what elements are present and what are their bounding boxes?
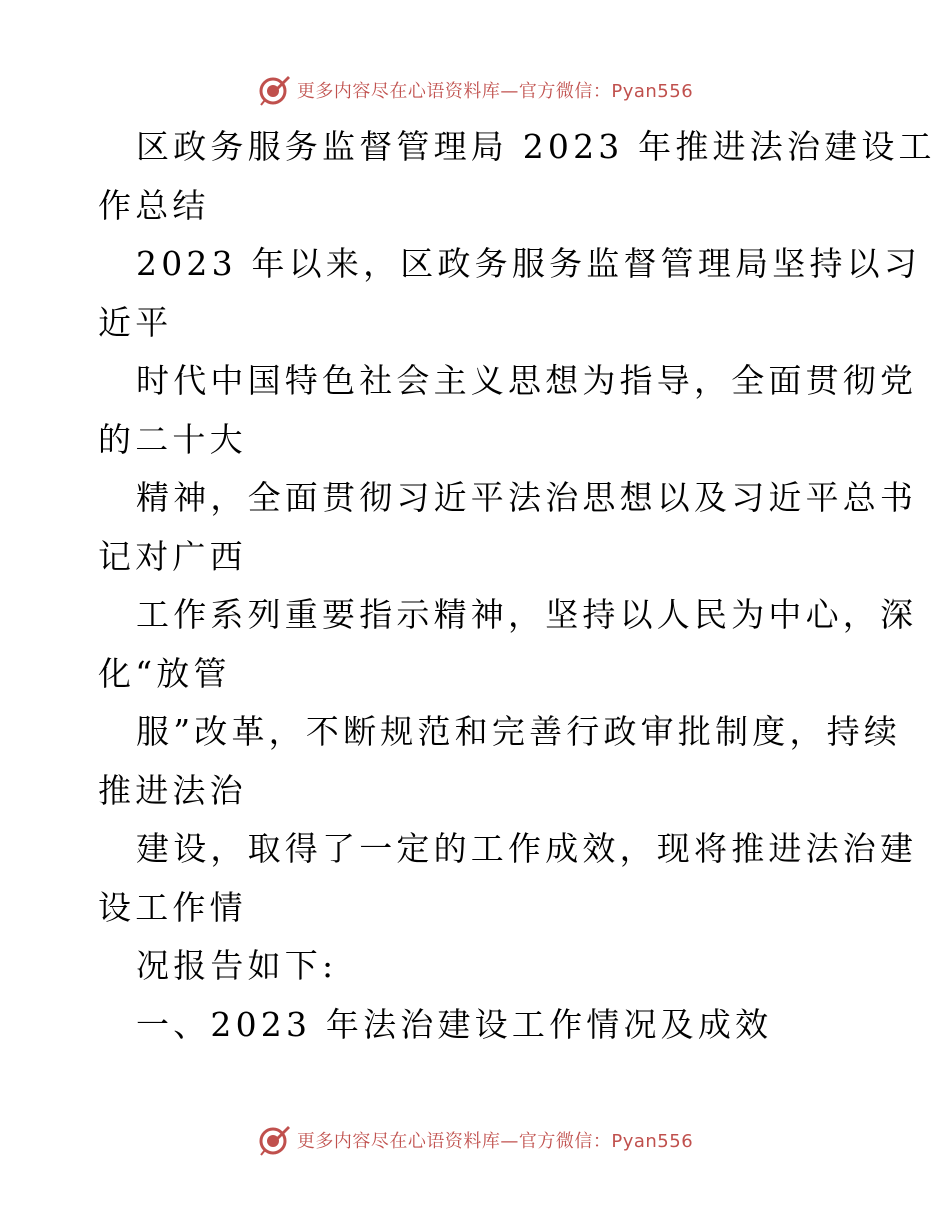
paragraph-line: 记对广西 (98, 536, 247, 576)
paragraph-line: 况报告如下: (136, 946, 338, 985)
watermark-text: 更多内容尽在心语资料库—官方微信：Pyan556 (296, 1131, 694, 1152)
watermark-text: 更多内容尽在心语资料库—官方微信：Pyan556 (296, 81, 694, 102)
quill-pen-seal-icon (257, 73, 291, 107)
section-heading: 一、2023 年法治建设工作情况及成效 (136, 1004, 773, 1044)
paragraph-line: 化“放管 (98, 653, 231, 693)
watermark-footer (0, 1122, 950, 1158)
paragraph-line: 工作系列重要指示精神，坚持以人民为中心，深 (136, 595, 918, 634)
doc-title-line-1: 区政务服务监督管理局 2023 年推进法治建设工 (136, 127, 936, 166)
paragraph-line: 精神，全面贯彻习近平法治思想以及习近平总书 (136, 478, 918, 517)
document-body (98, 118, 936, 1054)
paragraph-line: 时代中国特色社会主义思想为指导，全面贯彻党 (136, 361, 918, 400)
watermark-header (0, 72, 950, 108)
doc-title-line-2: 作总结 (98, 185, 210, 225)
paragraph-line: 建设，取得了一定的工作成效，现将推进法治建 (136, 829, 918, 868)
quill-pen-seal-icon (257, 1123, 291, 1157)
paragraph-line: 设工作情 (98, 887, 247, 927)
paragraph-line: 服”改革，不断规范和完善行政审批制度，持续 (136, 712, 902, 751)
paragraph-line: 2023 年以来，区政务服务监督管理局坚持以习 (136, 244, 922, 283)
paragraph-line: 的二十大 (98, 419, 247, 459)
paragraph-line: 推进法治 (98, 770, 247, 810)
paragraph-line: 近平 (98, 302, 173, 342)
